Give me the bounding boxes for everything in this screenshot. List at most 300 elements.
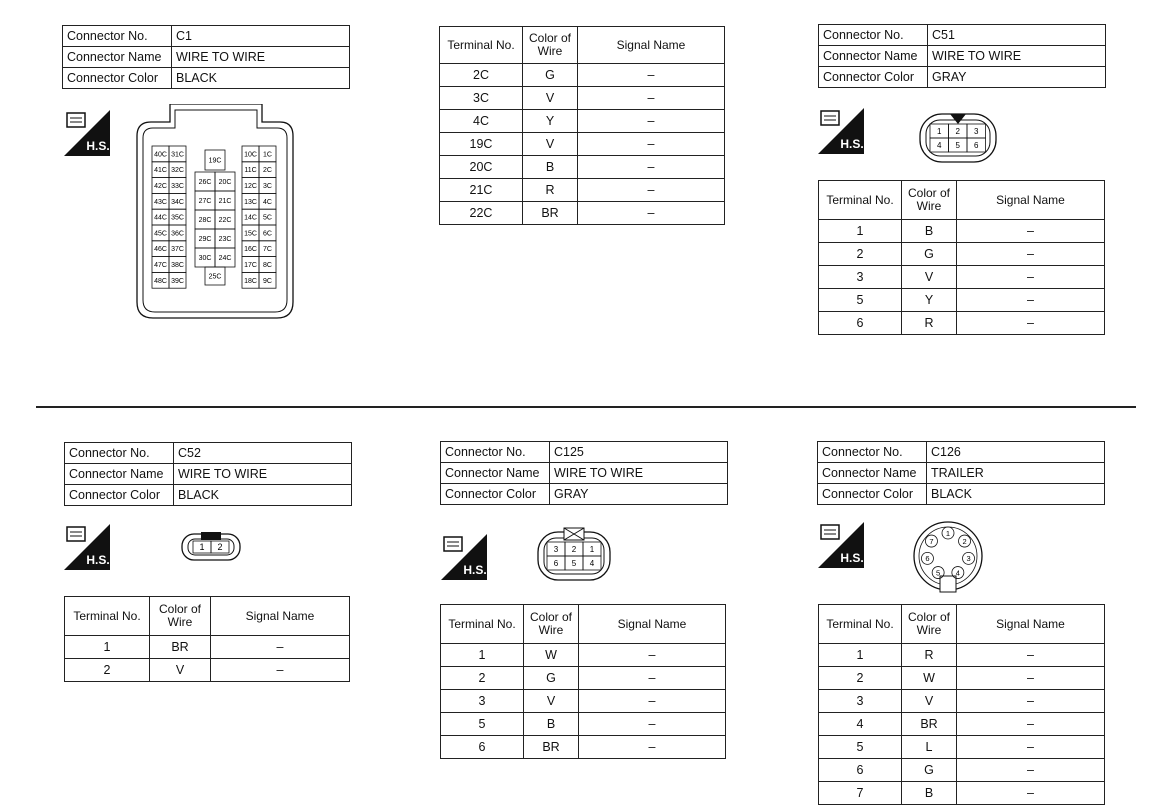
header-color-of-wire: Color of Wire [902,605,957,644]
harness-side-icon [818,522,864,568]
header-terminal-no: Terminal No. [440,27,523,64]
terminal-no-cell: 3 [819,266,902,289]
terminal-row [819,736,1105,759]
c126-connector-no: C126 [927,442,1105,463]
signal-name-cell: – [957,220,1105,243]
wire-color-cell: BR [524,736,579,759]
pin-label: 1 [199,542,205,553]
header-signal-name: Signal Name [578,27,725,64]
terminal-row [65,659,350,682]
harness-side-icon [818,108,864,154]
signal-name-cell: – [579,667,726,690]
header-color-of-wire: Color of Wire [150,597,211,636]
pin-label: 18C [244,277,257,285]
connector-pin [195,248,215,267]
label-connector-color: Connector Color [818,484,927,505]
signal-name-cell: – [957,713,1105,736]
pin-label: 7 [929,536,934,546]
connector-pin [242,162,259,178]
connector-pin [152,162,169,178]
pin-label: 3 [974,126,979,136]
terminal-no-cell: 2 [65,659,150,682]
connector-pin [259,146,276,162]
terminal-no-cell: 22C [440,202,523,225]
pin-label: 5 [936,568,941,578]
terminal-no-cell: 21C [440,179,523,202]
terminal-row [819,312,1105,335]
connector-pin [259,225,276,241]
connector-pin [152,257,169,273]
header-color-of-wire: Color of Wire [523,27,578,64]
wire-color-cell: W [524,644,579,667]
signal-name-cell: – [579,736,726,759]
wire-color-cell: G [902,243,957,266]
connector-pin [921,552,933,564]
connector-pin [195,172,215,191]
signal-name-cell: – [957,736,1105,759]
connector-pin [565,556,583,570]
pin-label: 4 [589,558,595,568]
connector-pin [195,229,215,248]
header-signal-name: Signal Name [579,605,726,644]
terminal-row [819,759,1105,782]
pin-label: 33C [171,182,184,190]
connector-pin [169,162,186,178]
label-connector-name: Connector Name [818,463,927,484]
connector-pin [215,191,235,210]
wire-color-cell: V [523,133,578,156]
header-signal-name: Signal Name [957,605,1105,644]
terminal-row [440,156,725,179]
pin-label: 17C [244,261,257,269]
pin-label: 28C [198,216,212,224]
wire-color-cell: L [902,736,957,759]
c51-connector-color: GRAY [928,67,1106,88]
hs-label: H.S. [463,563,487,577]
signal-name-cell: – [578,87,725,110]
pin-label: 32C [171,167,184,175]
harness-side-icon [64,110,110,156]
wire-color-cell: V [902,266,957,289]
connector-pin [565,542,583,556]
connector-pin [169,241,186,257]
wire-color-cell: B [523,156,578,179]
pin-label: 44C [154,214,167,222]
pin-label: 13C [244,198,257,206]
connector-pin [152,178,169,194]
terminal-no-cell: 1 [441,644,524,667]
c126-connector-face [908,520,988,594]
pin-label: 39C [171,277,184,285]
c126-connector-name: TRAILER [927,463,1105,484]
connector-pin [205,267,225,285]
terminal-row [819,644,1105,667]
c1-connector-name: WIRE TO WIRE [172,47,350,68]
pin-label: 2 [955,126,960,136]
connector-pin [169,146,186,162]
terminal-row [440,110,725,133]
pin-label: 3 [553,544,559,554]
pin-label: 37C [171,246,184,254]
terminal-no-cell: 6 [819,759,902,782]
terminal-no-cell: 1 [65,636,150,659]
connector-pin [169,257,186,273]
terminal-no-cell: 2 [441,667,524,690]
pin-label: 1 [945,528,951,538]
terminal-row [440,202,725,225]
hs-label: H.S. [840,137,864,151]
terminal-no-cell: 4 [819,713,902,736]
connector-pin [152,272,169,288]
connector-pin [169,225,186,241]
connector-pin [152,209,169,225]
signal-name-cell: – [578,133,725,156]
pin-label: 16C [244,246,257,254]
header-terminal-no: Terminal No. [819,181,902,220]
c52-connector-no: C52 [174,443,352,464]
wire-color-cell: BR [150,636,211,659]
pin-label: 23C [218,235,232,243]
section-divider [36,406,1136,408]
pin-label: 9C [263,277,272,285]
pin-label: 31C [171,151,184,159]
label-connector-color: Connector Color [63,68,172,89]
terminal-no-cell: 19C [440,133,523,156]
header-signal-name: Signal Name [211,597,350,636]
terminal-no-cell: 5 [441,713,524,736]
terminal-no-cell: 1 [819,220,902,243]
signal-name-cell: – [957,243,1105,266]
wire-color-cell: G [524,667,579,690]
connector-pin [925,535,937,547]
c1-connector-color: BLACK [172,68,350,89]
c52-connector-face [180,528,242,564]
hs-label: H.S. [86,553,110,567]
signal-name-cell: – [578,64,725,87]
pin-label: 26C [198,178,212,186]
connector-pin [242,193,259,209]
pin-label: 30C [198,254,212,262]
pin-label: 10C [244,151,257,159]
label-connector-name: Connector Name [63,47,172,68]
pin-label: 36C [171,230,184,238]
wire-color-cell: V [902,690,957,713]
label-connector-color: Connector Color [441,484,550,505]
label-connector-no: Connector No. [441,442,550,463]
pin-label: 14C [244,214,257,222]
pin-label: 29C [198,235,212,243]
pin-label: 1C [263,151,272,159]
c1-connector-face [135,104,295,320]
connector-pin [169,272,186,288]
pin-label: 38C [171,261,184,269]
signal-name-cell: – [211,636,350,659]
c125-connector-color: GRAY [550,484,728,505]
pin-label: 12C [244,182,257,190]
connector-pin [211,541,229,553]
c52-connector-color: BLACK [174,485,352,506]
terminal-no-cell: 20C [440,156,523,179]
connector-pin [215,229,235,248]
connector-pin [952,567,964,579]
pin-label: 6 [925,554,930,564]
pin-label: 40C [154,151,167,159]
connector-pin [193,541,211,553]
connector-pin [547,556,565,570]
pin-label: 46C [154,246,167,254]
c1-terminal-table [439,26,725,225]
terminal-row [819,667,1105,690]
connector-pin [967,124,986,138]
signal-name-cell: – [957,289,1105,312]
terminal-no-cell: 6 [441,736,524,759]
pin-label: 35C [171,214,184,222]
pin-label: 21C [218,197,232,205]
c52-info-table [64,442,352,506]
c125-connector-face [536,524,612,584]
c51-connector-name: WIRE TO WIRE [928,46,1106,67]
harness-side-icon [64,524,110,570]
signal-name-cell: – [579,644,726,667]
wire-color-cell: Y [523,110,578,133]
connector-pin [242,241,259,257]
label-connector-color: Connector Color [65,485,174,506]
pin-label: 6 [553,558,559,568]
c51-terminal-table [818,180,1105,335]
connector-pin [949,124,968,138]
terminal-no-cell: 3 [441,690,524,713]
signal-name-cell: – [578,179,725,202]
pin-label: 6C [263,230,272,238]
c52-terminal-table [64,596,350,682]
pin-label: 19C [208,157,222,165]
wire-color-cell: B [902,782,957,805]
c51-info-table [818,24,1106,88]
header-signal-name: Signal Name [957,181,1105,220]
signal-name-cell: – [957,690,1105,713]
c52-connector-name: WIRE TO WIRE [174,464,352,485]
connector-pin [242,225,259,241]
pin-label: 25C [208,273,222,281]
connector-pin [242,272,259,288]
wire-color-cell: R [902,312,957,335]
terminal-row [440,133,725,156]
connector-pin [967,138,986,152]
wire-color-cell: V [524,690,579,713]
connector-pin [242,257,259,273]
wire-color-cell: B [902,220,957,243]
wire-color-cell: B [524,713,579,736]
wire-color-cell: R [902,644,957,667]
signal-name-cell: – [578,110,725,133]
connector-pin [169,178,186,194]
connector-pin [930,124,949,138]
connector-pin [195,210,215,229]
terminal-row [441,667,726,690]
connector-pin [583,542,601,556]
terminal-row [65,636,350,659]
pin-label: 43C [154,198,167,206]
connector-pin [259,193,276,209]
terminal-no-cell: 7 [819,782,902,805]
wire-color-cell: G [523,64,578,87]
terminal-row [819,243,1105,266]
signal-name-cell: – [957,266,1105,289]
connector-pin [169,193,186,209]
pin-label: 24C [218,254,232,262]
connector-pin [215,210,235,229]
label-connector-name: Connector Name [819,46,928,67]
connector-pin [215,248,235,267]
terminal-row [440,64,725,87]
terminal-no-cell: 6 [819,312,902,335]
connector-pin [259,241,276,257]
pin-label: 11C [244,167,257,175]
terminal-row [441,644,726,667]
c126-info-table [817,441,1105,505]
pin-label: 2 [571,544,577,554]
connector-pin [152,146,169,162]
c125-info-table [440,441,728,505]
terminal-row [819,690,1105,713]
pin-label: 34C [171,198,184,206]
connector-pin [259,257,276,273]
connector-pin [259,272,276,288]
connector-pin [930,138,949,152]
connector-pin [932,567,944,579]
connector-pin [215,172,235,191]
signal-name-cell: – [211,659,350,682]
terminal-row [440,179,725,202]
terminal-no-cell: 2 [819,667,902,690]
connector-pin [963,552,975,564]
terminal-no-cell: 3C [440,87,523,110]
connector-pin [583,556,601,570]
pin-label: 5C [263,214,272,222]
connector-pin [205,150,225,170]
signal-name-cell: – [578,202,725,225]
c125-connector-name: WIRE TO WIRE [550,463,728,484]
pin-label: 41C [154,167,167,175]
wire-color-cell: V [150,659,211,682]
label-connector-color: Connector Color [819,67,928,88]
terminal-no-cell: 1 [819,644,902,667]
pin-label: 2 [962,536,967,546]
connector-pin [959,535,971,547]
label-connector-no: Connector No. [818,442,927,463]
c51-connector-no: C51 [928,25,1106,46]
connector-pin [152,225,169,241]
c1-connector-no: C1 [172,26,350,47]
c126-terminal-table [818,604,1105,805]
terminal-row [441,690,726,713]
connector-pin [152,241,169,257]
pin-label: 27C [198,197,212,205]
signal-name-cell: – [579,690,726,713]
pin-label: 8C [263,261,272,269]
label-connector-name: Connector Name [65,464,174,485]
connector-pin [942,527,954,539]
wire-color-cell: Y [902,289,957,312]
header-color-of-wire: Color of Wire [902,181,957,220]
signal-name-cell: – [579,713,726,736]
connector-pin [242,146,259,162]
hs-label: H.S. [840,551,864,565]
terminal-no-cell: 3 [819,690,902,713]
wire-color-cell: BR [902,713,957,736]
signal-name-cell: – [578,156,725,179]
label-connector-no: Connector No. [65,443,174,464]
pin-label: 5 [571,558,577,568]
signal-name-cell: – [957,759,1105,782]
pin-label: 7C [263,246,272,254]
pin-label: 2C [263,167,272,175]
terminal-row [819,220,1105,243]
pin-label: 2 [217,542,223,553]
header-color-of-wire: Color of Wire [524,605,579,644]
pin-label: 3 [966,554,971,564]
connector-pin [547,542,565,556]
hs-label: H.S. [86,139,110,153]
pin-label: 5 [955,140,960,150]
label-connector-no: Connector No. [819,25,928,46]
connector-pin [259,178,276,194]
pin-label: 47C [154,261,167,269]
signal-name-cell: – [957,644,1105,667]
c125-connector-no: C125 [550,442,728,463]
terminal-no-cell: 2C [440,64,523,87]
terminal-no-cell: 5 [819,736,902,759]
terminal-no-cell: 5 [819,289,902,312]
pin-label: 48C [154,277,167,285]
c51-connector-face [918,110,998,166]
header-terminal-no: Terminal No. [819,605,902,644]
pin-label: 3C [263,182,272,190]
connector-pin [949,138,968,152]
pin-label: 4 [937,140,942,150]
c126-connector-color: BLACK [927,484,1105,505]
wire-color-cell: R [523,179,578,202]
wire-color-cell: W [902,667,957,690]
header-terminal-no: Terminal No. [441,605,524,644]
wire-color-cell: G [902,759,957,782]
terminal-no-cell: 2 [819,243,902,266]
wire-color-cell: BR [523,202,578,225]
terminal-row [819,289,1105,312]
connector-pin [169,209,186,225]
connector-pin [259,209,276,225]
terminal-row [819,713,1105,736]
label-connector-name: Connector Name [441,463,550,484]
terminal-row [440,87,725,110]
terminal-row [441,713,726,736]
signal-name-cell: – [957,667,1105,690]
pin-label: 45C [154,230,167,238]
signal-name-cell: – [957,312,1105,335]
pin-label: 15C [244,230,257,238]
c1-info-table [62,25,350,89]
pin-label: 20C [218,178,232,186]
label-connector-no: Connector No. [63,26,172,47]
connector-pin [195,191,215,210]
pin-label: 4 [955,568,960,578]
pin-label: 1 [589,544,595,554]
harness-side-icon [441,534,487,580]
pin-label: 6 [974,140,979,150]
connector-pin [242,178,259,194]
connector-pin [152,193,169,209]
c125-terminal-table [440,604,726,759]
